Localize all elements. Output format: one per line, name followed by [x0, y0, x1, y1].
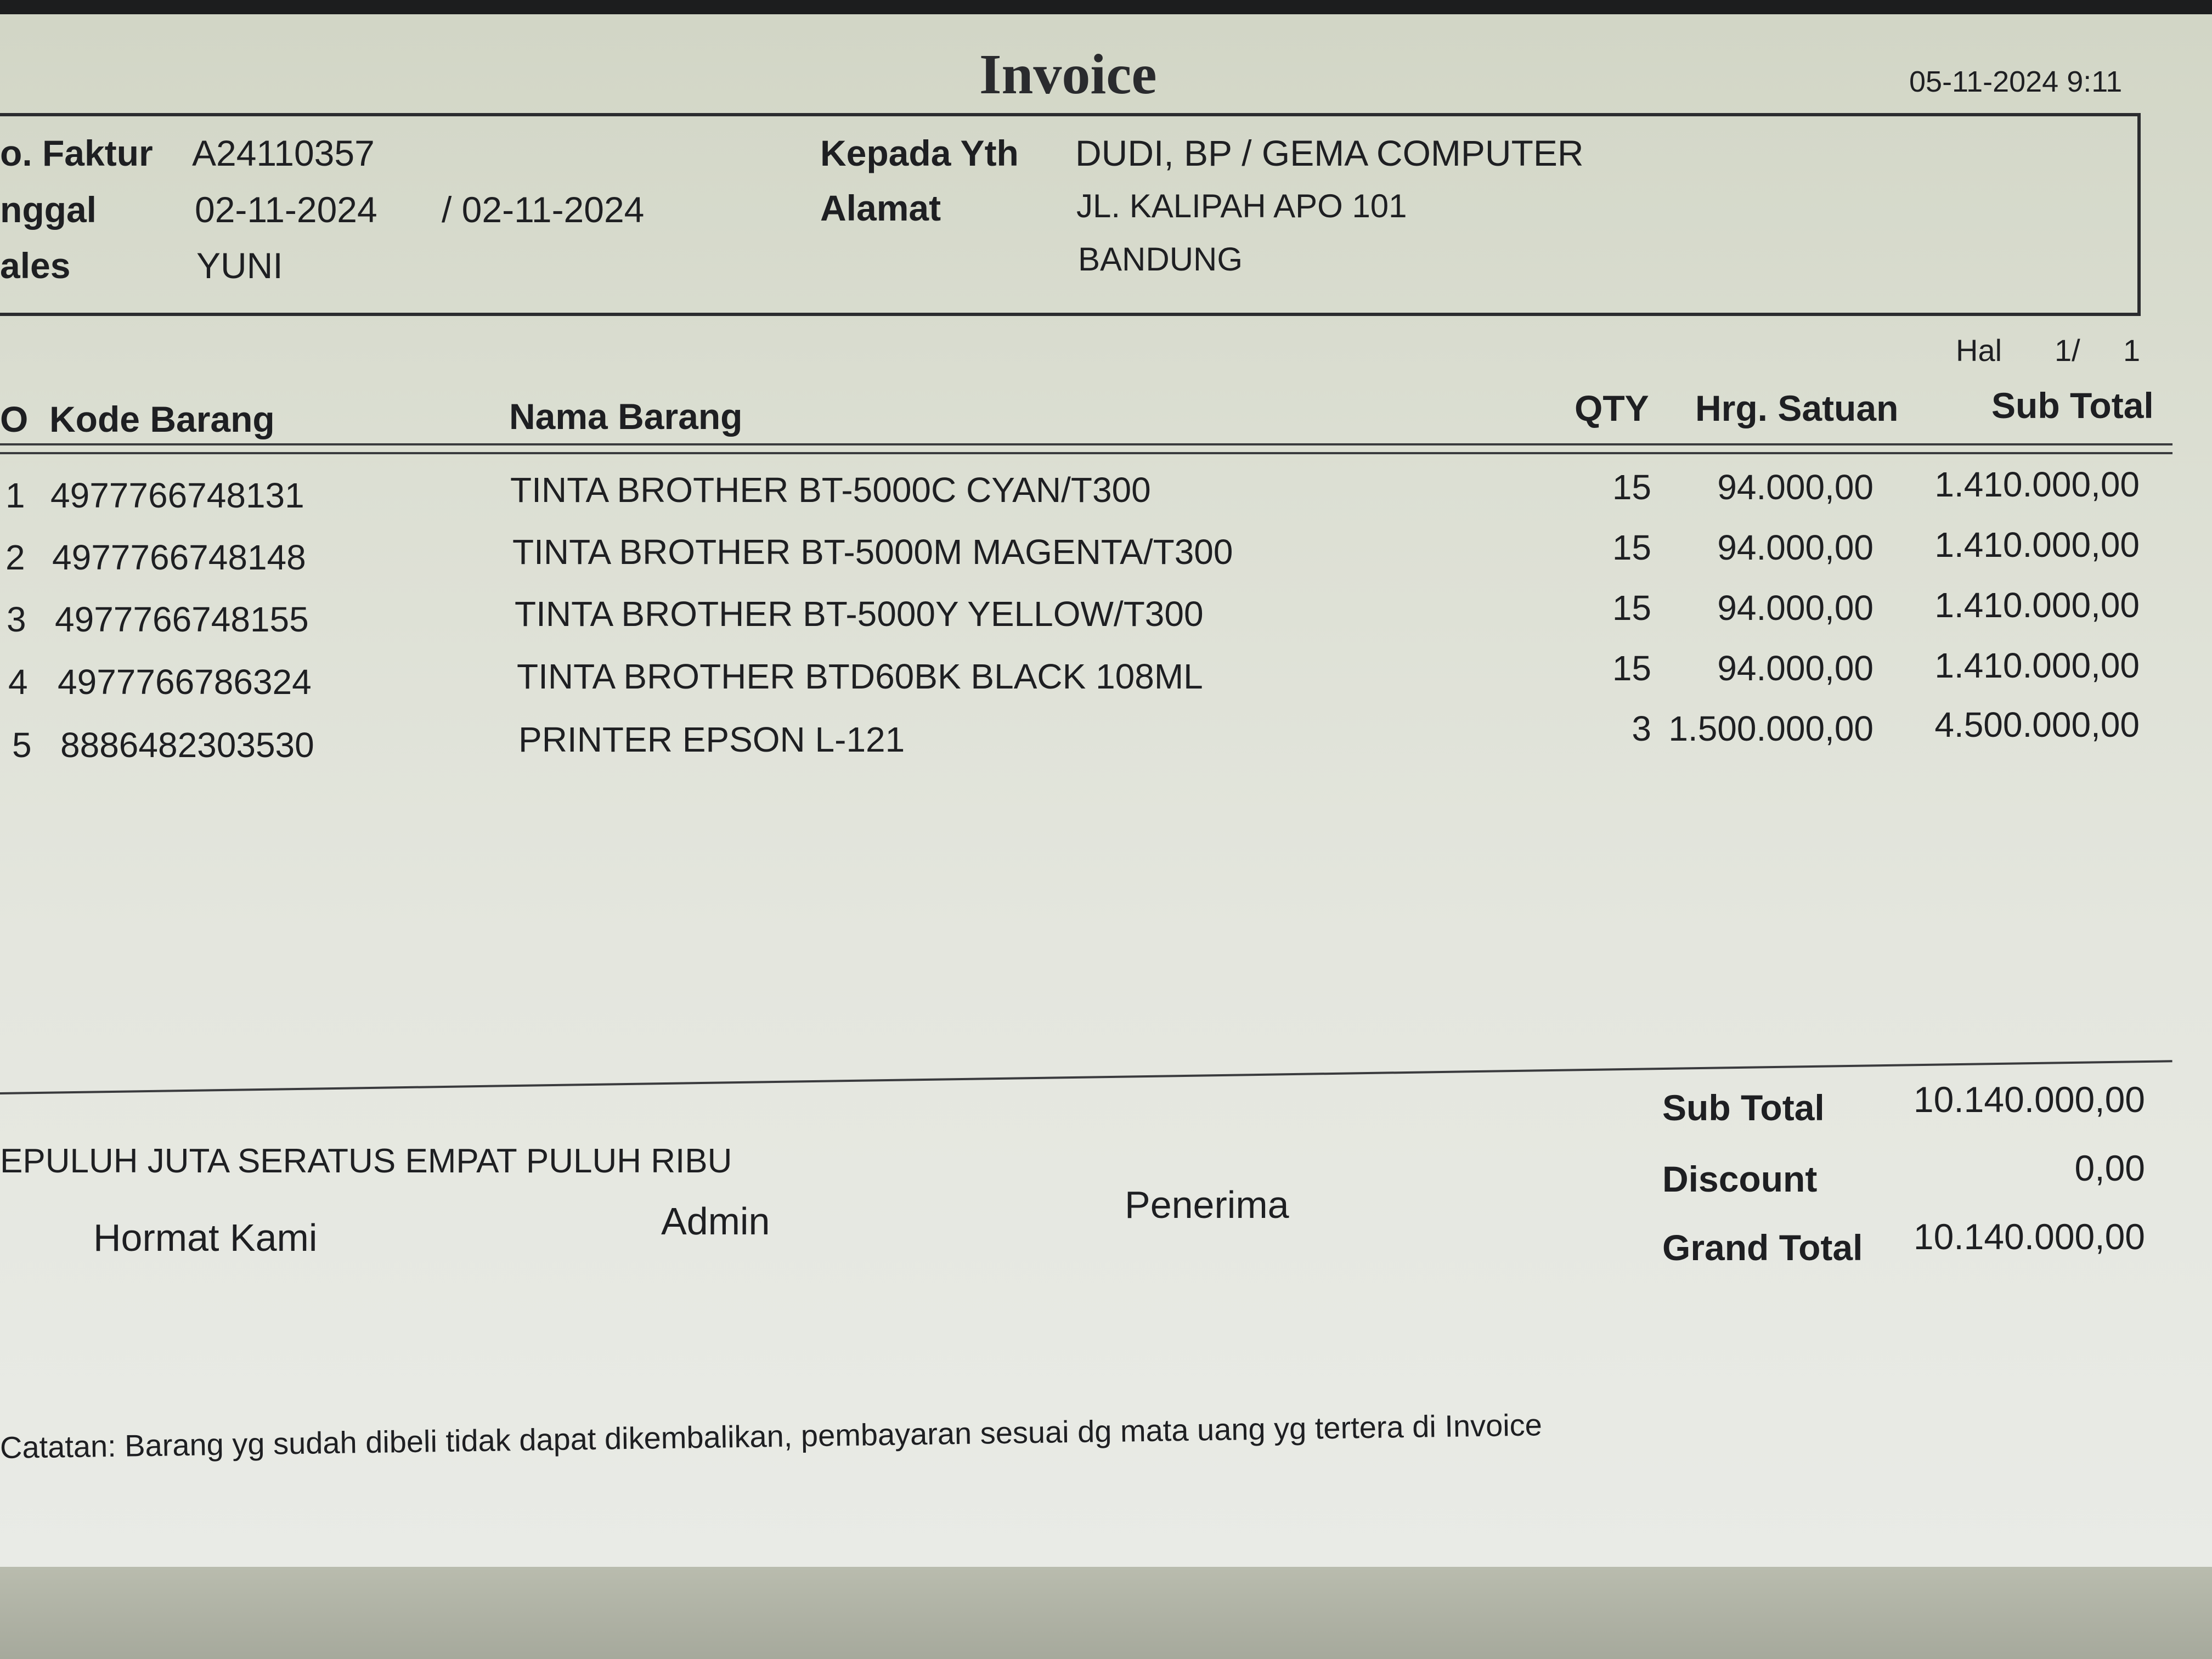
grand-total-label: Grand Total — [1662, 1227, 1863, 1268]
row-kode: 4977766748131 — [50, 476, 304, 515]
row-no: 2 — [5, 538, 25, 577]
kepada-label: Kepada Yth — [820, 133, 1019, 173]
row-subtotal: 4.500.000,00 — [1934, 705, 2140, 744]
row-no: 3 — [7, 600, 26, 639]
col-no: O — [0, 399, 29, 439]
table-header-rule-top — [0, 443, 2172, 445]
row-subtotal: 1.410.000,00 — [1934, 646, 2140, 685]
row-kode: 4977766748155 — [55, 600, 309, 639]
alamat-line1: JL. KALIPAH APO 101 — [1076, 188, 1407, 224]
row-no: 4 — [8, 662, 28, 702]
row-nama: TINTA BROTHER BT-5000M MAGENTA/T300 — [512, 532, 1233, 572]
monitor-bezel-bottom — [0, 1567, 2212, 1659]
row-kode: 4977766786324 — [58, 662, 312, 702]
signature-penerima: Penerima — [1125, 1183, 1289, 1226]
col-kode-barang: Kode Barang — [49, 399, 275, 439]
invoice-screen — [0, 14, 2212, 1567]
col-nama-barang: Nama Barang — [509, 396, 743, 437]
row-subtotal: 1.410.000,00 — [1934, 465, 2140, 504]
page-current: 1/ — [2055, 333, 2080, 368]
row-harga: 94.000,00 — [1717, 588, 1874, 628]
tanggal-value-2: / 02-11-2024 — [442, 189, 645, 230]
row-subtotal: 1.410.000,00 — [1934, 585, 2140, 625]
monitor-bezel-top — [0, 0, 2212, 14]
col-harga-satuan: Hrg. Satuan — [1695, 388, 1899, 428]
row-harga: 94.000,00 — [1717, 648, 1874, 688]
discount-value: 0,00 — [2074, 1148, 2145, 1188]
row-qty: 3 — [1632, 709, 1651, 748]
faktur-label: o. Faktur — [0, 133, 153, 173]
sales-label: ales — [0, 245, 71, 286]
row-qty: 15 — [1612, 648, 1651, 688]
alamat-label: Alamat — [820, 188, 941, 228]
page-total: 1 — [2123, 333, 2141, 368]
print-datetime: 05-11-2024 9:11 — [1909, 65, 2123, 98]
kepada-value: DUDI, BP / GEMA COMPUTER — [1075, 133, 1584, 173]
subtotal-label: Sub Total — [1662, 1087, 1825, 1128]
row-subtotal: 1.410.000,00 — [1934, 525, 2140, 565]
amount-in-words: EPULUH JUTA SERATUS EMPAT PULUH RIBU — [0, 1142, 732, 1180]
signature-hormat-kami: Hormat Kami — [93, 1216, 318, 1259]
row-nama: TINTA BROTHER BTD60BK BLACK 108ML — [517, 657, 1203, 696]
invoice-note: Catatan: Barang yg sudah dibeli tidak dapat dikembalikan, pembayaran sesuai dg mata uang yg tertera di Invoice — [0, 1407, 1543, 1465]
tanggal-label: nggal — [0, 189, 97, 230]
row-qty: 15 — [1612, 528, 1651, 567]
signature-admin: Admin — [661, 1200, 770, 1243]
col-qty: QTY — [1575, 388, 1649, 428]
row-harga: 94.000,00 — [1717, 467, 1874, 507]
row-nama: TINTA BROTHER BT-5000Y YELLOW/T300 — [515, 594, 1204, 634]
col-sub-total: Sub Total — [1991, 385, 2154, 426]
sales-value: YUNI — [196, 245, 283, 286]
page-label: Hal — [1956, 333, 2002, 368]
row-no: 5 — [12, 725, 32, 765]
table-header-rule-bottom — [0, 452, 2172, 454]
row-qty: 15 — [1612, 467, 1651, 507]
row-harga: 1.500.000,00 — [1668, 709, 1874, 748]
grand-total-value: 10.140.000,00 — [1913, 1216, 2145, 1257]
faktur-value: A24110357 — [192, 133, 375, 173]
row-nama: PRINTER EPSON L-121 — [518, 720, 905, 759]
tanggal-value: 02-11-2024 — [195, 189, 377, 230]
discount-label: Discount — [1662, 1159, 1818, 1199]
row-qty: 15 — [1612, 588, 1651, 628]
row-kode: 8886482303530 — [60, 725, 314, 765]
invoice-title: Invoice — [979, 43, 1157, 106]
row-nama: TINTA BROTHER BT-5000C CYAN/T300 — [510, 470, 1151, 510]
row-no: 1 — [5, 476, 25, 515]
row-kode: 4977766748148 — [52, 538, 306, 577]
subtotal-value: 10.140.000,00 — [1913, 1079, 2145, 1120]
alamat-line2: BANDUNG — [1078, 241, 1243, 278]
row-harga: 94.000,00 — [1717, 528, 1874, 567]
